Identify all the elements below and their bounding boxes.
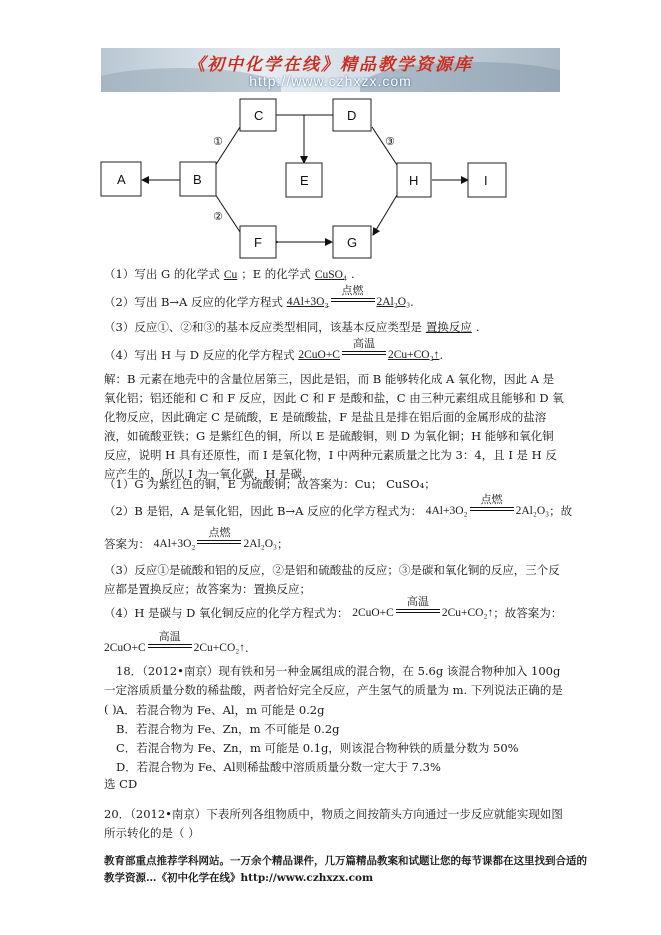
- s2b-arrow: [195, 526, 243, 547]
- q18-answer: 选 CD: [104, 777, 138, 791]
- q2-lhs: 4Al+3O₂: [286, 296, 329, 308]
- q18-option-c: C．若混合物为 Fe、Zn，m 可能是 0.1g，则该混合物种铁的质量分数为 50%: [116, 741, 519, 755]
- solution-2: [104, 493, 573, 520]
- s4-arrow: [394, 595, 442, 616]
- solution-4: [104, 595, 563, 622]
- q18-option-b: B．若混合物为 Fe、Zn，m 不可能是 0.2g: [116, 722, 340, 736]
- label-c: C: [254, 108, 264, 123]
- footer-line-1: 教育部重点推荐学科网站。一万余个精品课件，几万篇精品教案和试题让您的每节课都在这里找到合适的: [104, 855, 587, 867]
- s4-end: ；故答案为：: [493, 606, 563, 620]
- q18-option-a: A．若混合物为 Fe、Al，m 可能是 0.2g: [116, 703, 325, 717]
- s4b-end: .: [245, 641, 249, 655]
- reaction-diagram: [0, 95, 661, 265]
- q2-equation: [286, 284, 411, 311]
- question-3: [104, 319, 479, 337]
- q4-prompt: （4）写出 H 与 D 反应的化学方程式: [104, 348, 295, 362]
- label-d: D: [347, 108, 357, 123]
- q2-arrow: [329, 284, 377, 305]
- q1-answer-g: Cu: [223, 269, 238, 281]
- s4-condition: 高温: [406, 595, 429, 608]
- s2b-end: ；: [277, 537, 289, 551]
- reaction-label-3: ③: [385, 135, 395, 148]
- s4b-arrow: [146, 630, 194, 651]
- s2b-equation: [153, 526, 278, 553]
- q3-end: .: [475, 320, 480, 334]
- q1-answer-e: CuSO₄: [314, 269, 347, 281]
- solution-1: （1）G 为紫红色的铜，E 为硫酸铜；故答案为：Cu； CuSO₄；: [104, 477, 436, 491]
- q4-rhs: 2Cu+CO₂↑: [387, 349, 440, 361]
- question-1: [104, 266, 355, 284]
- solution-4b: [104, 630, 249, 657]
- q4-arrow: [340, 337, 388, 358]
- s4-equation: [352, 595, 494, 622]
- q4-equation: [298, 337, 440, 364]
- label-e: E: [300, 173, 309, 188]
- reaction-label-1: ①: [213, 135, 223, 148]
- q4-condition: 高温: [352, 337, 375, 350]
- question-4: [104, 337, 444, 364]
- label-g: G: [347, 235, 358, 250]
- header-banner: [101, 48, 560, 92]
- footer-line-2[interactable]: 教学资源…《初中化学在线》http://www.czhxzx.com: [104, 872, 374, 884]
- s2b-lhs: 4Al+3O₂: [153, 538, 196, 550]
- q2-prompt: （2）写出 B→A 反应的化学方程式: [104, 295, 284, 309]
- q4-end: .: [439, 348, 444, 362]
- s2-equation: [425, 493, 550, 520]
- solution-3: （3）反应①是硫酸和铝的反应，②是铝和硫酸盐的反应；③是碳和氧化铜的反应，三个反应都是置换反应；故答案为：置换反应；: [104, 563, 560, 596]
- q18-option-d: D．若混合物为 Fe、Al则稀盐酸中溶质质量分数一定大于 7.3%: [116, 760, 441, 774]
- banner-url[interactable]: http://www.czhxzx.com: [249, 73, 412, 89]
- s4b-rhs: 2Cu+CO₂↑: [193, 642, 246, 654]
- label-b: B: [193, 172, 202, 187]
- solution-2b: [104, 526, 289, 553]
- q20-stem: 20．（2012•南京）下表所列各组物质中，物质之间按箭头方向通过一步反应就能实现如图所示转化的是（ ）: [104, 807, 563, 840]
- q3-answer: 置换反应: [425, 322, 472, 334]
- q18-stem: 18．（2012•南京）现有铁和另一种金属组成的混合物，在 5.6g 该混合物种加入 100g 一定溶质质量分数的稀盐酸，两者恰好完全反应，产生氢气的质量为 m. 下列说法正确的是( ): [104, 664, 563, 716]
- s4-lhs: 2CuO+C: [352, 607, 394, 619]
- s2-rhs: 2Al₂O₃: [515, 505, 550, 517]
- s4-rhs: 2Cu+CO₂↑: [441, 607, 494, 619]
- s2-lhs: 4Al+3O₂: [425, 505, 468, 517]
- q1-prompt: （1）写出 G 的化学式: [104, 267, 220, 281]
- s4b-condition: 高温: [158, 630, 181, 643]
- q4-lhs: 2CuO+C: [298, 349, 340, 361]
- q1-end: .: [350, 267, 355, 281]
- label-h: H: [409, 173, 419, 188]
- label-a: A: [117, 172, 126, 187]
- s2-end: ；故: [549, 504, 573, 518]
- q3-prompt: （3）反应①、②和③的基本反应类型相同，该基本反应类型是: [104, 320, 422, 334]
- s4b-lhs: 2CuO+C: [104, 642, 146, 654]
- label-i: I: [484, 173, 488, 188]
- s2b-prompt: 答案为：: [104, 537, 150, 551]
- q2-condition: 点燃: [341, 284, 364, 297]
- question-2: [104, 284, 414, 311]
- arrow-h-to-g: [373, 195, 397, 235]
- s2-condition: 点燃: [480, 493, 503, 506]
- s2-arrow: [468, 493, 516, 514]
- s4b-equation: [104, 630, 246, 657]
- s2b-condition: 点燃: [208, 526, 231, 539]
- q1-prompt-e: ；E 的化学式: [241, 267, 311, 281]
- s2b-rhs: 2Al₂O₃: [243, 538, 278, 550]
- reaction-label-2: ②: [213, 210, 223, 223]
- s4-prompt: （4）H 是碳与 D 氧化铜反应的化学方程式为：: [104, 606, 349, 620]
- solution-analysis: 解：B 元素在地壳中的含量位居第三，因此是铝，而 B 能够转化成 A 氧化物，因此 A 是氧化铝；铝还能和 C 和 F 反应，因此 C 和 F 是酸和盐，C 由三种元素组成且能够和 D 氧化物反应，因此确定 C 是硫酸，E 是硫酸盐，F 是盐且是排在铝后面的金属形成的盐溶液，如硫酸亚铁；G 是紫红色的铜，所以 E 是硫酸铜，则 D 为氧化铜；H 能够和氧化铜反应，说明 H 具有还原性，而 I 是氧化物，I 中两种元素质量之比为 3：4，且 I 是 H 反应产生的，所以 I 为一氧化碳，H 是碳.: [104, 372, 564, 481]
- q2-end: .: [410, 295, 414, 309]
- q2-rhs: 2Al₂O₃: [376, 296, 411, 308]
- banner-title: 《初中化学在线》精品教学资源库: [188, 55, 473, 75]
- s2-prompt: （2）B 是铝，A 是氧化铝，因此 B→A 反应的化学方程式为：: [104, 504, 423, 518]
- label-f: F: [254, 235, 262, 250]
